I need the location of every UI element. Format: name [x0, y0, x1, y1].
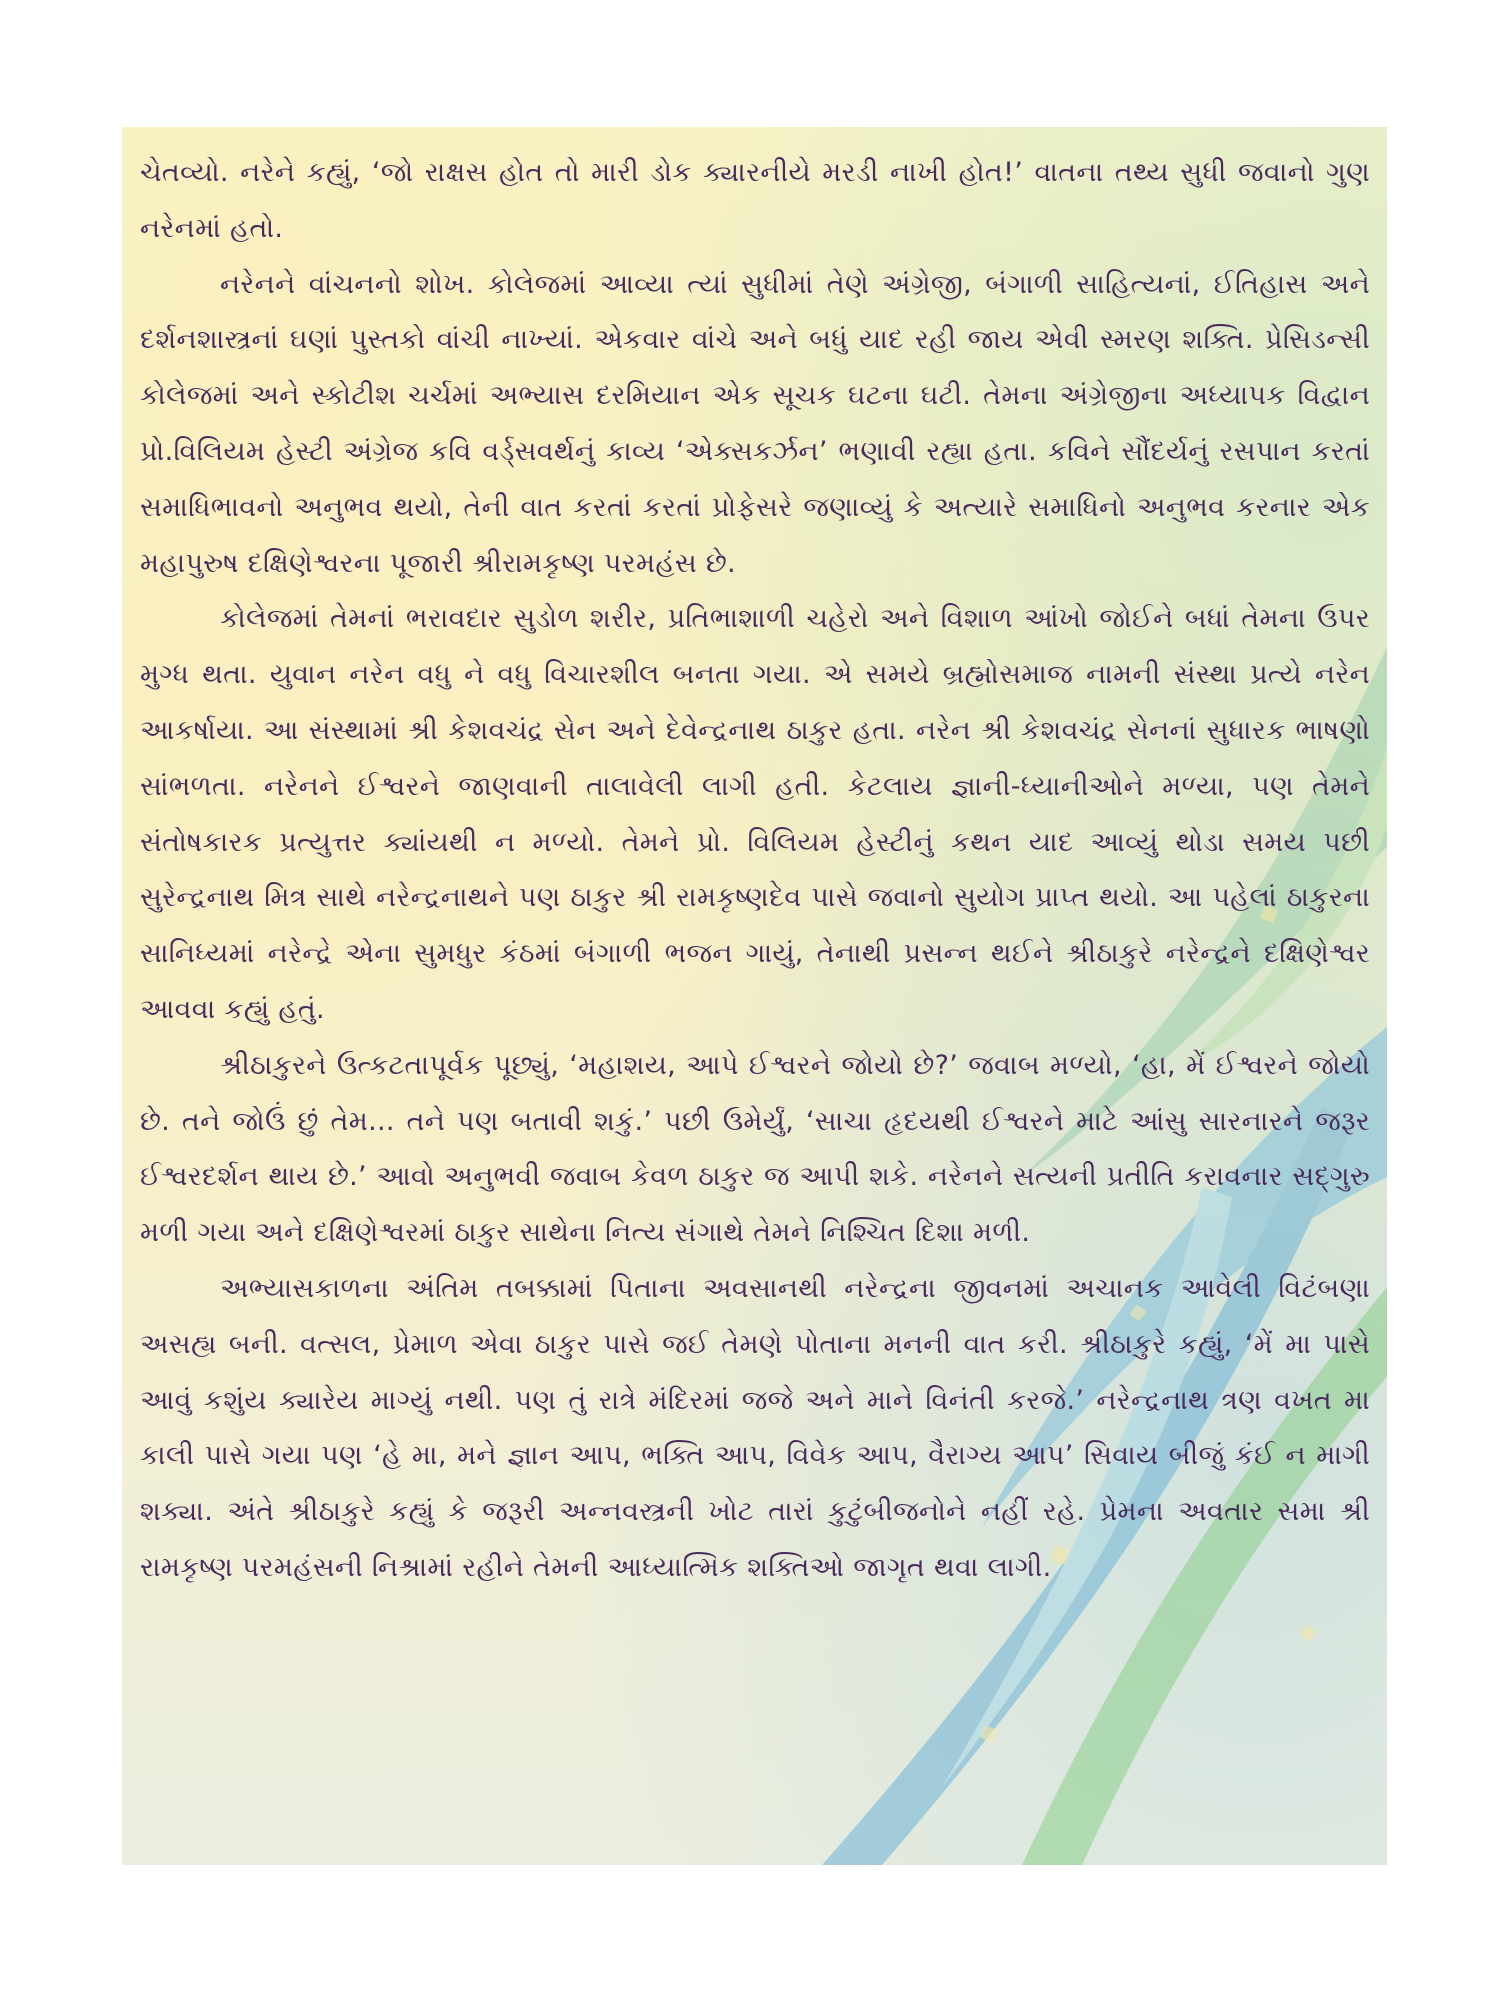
paragraph-3: કોલેજમાં તેમનાં ભરાવદાર સુડોળ શરીર, પ્રતિભાશાળી ચહેરો અને વિશાળ આંખો જોઈને બધાં તેમના ઉપર મુગ્ધ થતા. યુવાન નરેન વધુ ને વધુ વિચારશીલ બનતા ગયા. એ સમયે બ્રહ્મોસમાજ નામની સંસ્થા પ્રત્યે નરેન આકર્ષાયા. આ સંસ્થામાં શ્રી કેશવચંદ્ર સેન અને દેવેન્દ્રનાથ ઠાકુર હતા. નરેન શ્રી કેશવચંદ્ર સેનનાં સુધારક ભાષણો સાંભળતા. નરેનને ઈશ્વરને જાણવાની તાલાવેલી લાગી હતી. કેટલાય જ્ઞાની-ધ્યાનીઓને મળ્યા, પણ તેમને સંતોષકારક પ્રત્યુત્તર ક્યાંયથી ન મળ્યો. તેમને પ્રો. વિલિયમ હેસ્ટીનું કથન યાદ આવ્યું થોડા સમય પછી સુરેન્દ્રનાથ મિત્ર સાથે નરેન્દ્રનાથને પણ ઠાકુર શ્રી રામકૃષ્ણદેવ પાસે જવાનો સુયોગ પ્રાપ્ત થયો. આ પહેલાં ઠાકુરના સાનિધ્યમાં નરેન્દ્રે એના સુમધુર કંઠમાં બંગાળી ભજન ગાયું, તેનાથી પ્રસન્ન થઈને શ્રીઠાકુરે નરેન્દ્રને દક્ષિણેશ્વર આવવા કહ્યું હતું.	[140, 603, 1370, 1025]
page-panel	[122, 127, 1387, 1865]
article-body	[140, 145, 1370, 1596]
paragraph-1: ચેતવ્યો. નરેને કહ્યું, ‘જો રાક્ષસ હોત તો મારી ડોક ક્યારનીયે મરડી નાખી હોત!’ વાતના તથ્ય સુધી જવાનો ગુણ નરેનમાં હતો.	[140, 157, 1370, 244]
paragraph-4: શ્રીઠાકુરને ઉત્કટતાપૂર્વક પૂછ્યું, ‘મહાશય, આપે ઈશ્વરને જોયો છે?’ જવાબ મળ્યો, ‘હા, મેં ઈશ્વરને જોયો છે. તને જોઉં છું તેમ... તને પણ બતાવી શકું.’ પછી ઉમેર્યું, ‘સાચા હૃદયથી ઈશ્વરને માટે આંસુ સારનારને જરૂર ઈશ્વરદર્શન થાય છે.’ આવો અનુભવી જવાબ કેવળ ઠાકુર જ આપી શકે. નરેનને સત્યની પ્રતીતિ કરાવનાર સદ્‌ગુરુ મળી ગયા અને દક્ષિણેશ્વરમાં ઠાકુર સાથેના નિત્ય સંગાથે તેમને નિશ્ચિત દિશા મળી.	[140, 1049, 1370, 1249]
paragraph-2: નરેનને વાંચનનો શોખ. કોલેજમાં આવ્યા ત્યાં સુધીમાં તેણે અંગ્રેજી, બંગાળી સાહિત્યનાં, ઈતિહાસ અને દર્શનશાસ્ત્રનાં ઘણાં પુસ્તકો વાંચી નાખ્યાં. એકવાર વાંચે અને બધું યાદ રહી જાય એવી સ્મરણ શક્તિ. પ્રેસિડન્સી કોલેજમાં અને સ્કોટીશ ચર્ચમાં અભ્યાસ દરમિયાન એક સૂચક ઘટના ઘટી. તેમના અંગ્રેજીના અધ્યાપક વિદ્વાન પ્રો.વિલિયમ હેસ્ટી અંગ્રેજ કવિ વર્ડ્‌સવર્થનું કાવ્ય ‘એક્સકર્ઝન’ ભણાવી રહ્યા હતા. કવિને સૌંદર્યનું રસપાન કરતાં સમાધિભાવનો અનુભવ થયો, તેની વાત કરતાં કરતાં પ્રોફેસરે જણાવ્યું કે અત્યારે સમાધિનો અનુભવ કરનાર એક મહાપુરુષ દક્ષિણેશ્વરના પૂજારી શ્રીરામકૃષ્ણ પરમહંસ છે.	[140, 268, 1370, 579]
paragraph-5: અભ્યાસકાળના અંતિમ તબક્કામાં પિતાના અવસાનથી નરેન્દ્રના જીવનમાં અચાનક આવેલી વિટંબણા અસહ્ય બની. વત્સલ, પ્રેમાળ એવા ઠાકુર પાસે જઈ તેમણે પોતાના મનની વાત કરી. શ્રીઠાકુરે કહ્યું, ‘મેં મા પાસે આવું કશુંય ક્યારેય માગ્યું નથી. પણ તું રાત્રે મંદિરમાં જજે અને માને વિનંતી કરજે.’ નરેન્દ્રનાથ ત્રણ વખત મા કાલી પાસે ગયા પણ ‘હે મા, મને જ્ઞાન આપ, ભક્તિ આપ, વિવેક આપ, વૈરાગ્ય આપ’ સિવાય બીજું કંઈ ન માગી શક્યા. અંતે શ્રીઠાકુરે કહ્યું કે જરૂરી અન્નવસ્ત્રની ખોટ તારાં કુટુંબીજનોને નહીં રહે. પ્રેમના અવતાર સમા શ્રી રામકૃષ્ણ પરમહંસની નિશ્રામાં રહીને તેમની આધ્યાત્મિક શક્તિઓ જાગૃત થવા લાગી.	[140, 1272, 1370, 1583]
